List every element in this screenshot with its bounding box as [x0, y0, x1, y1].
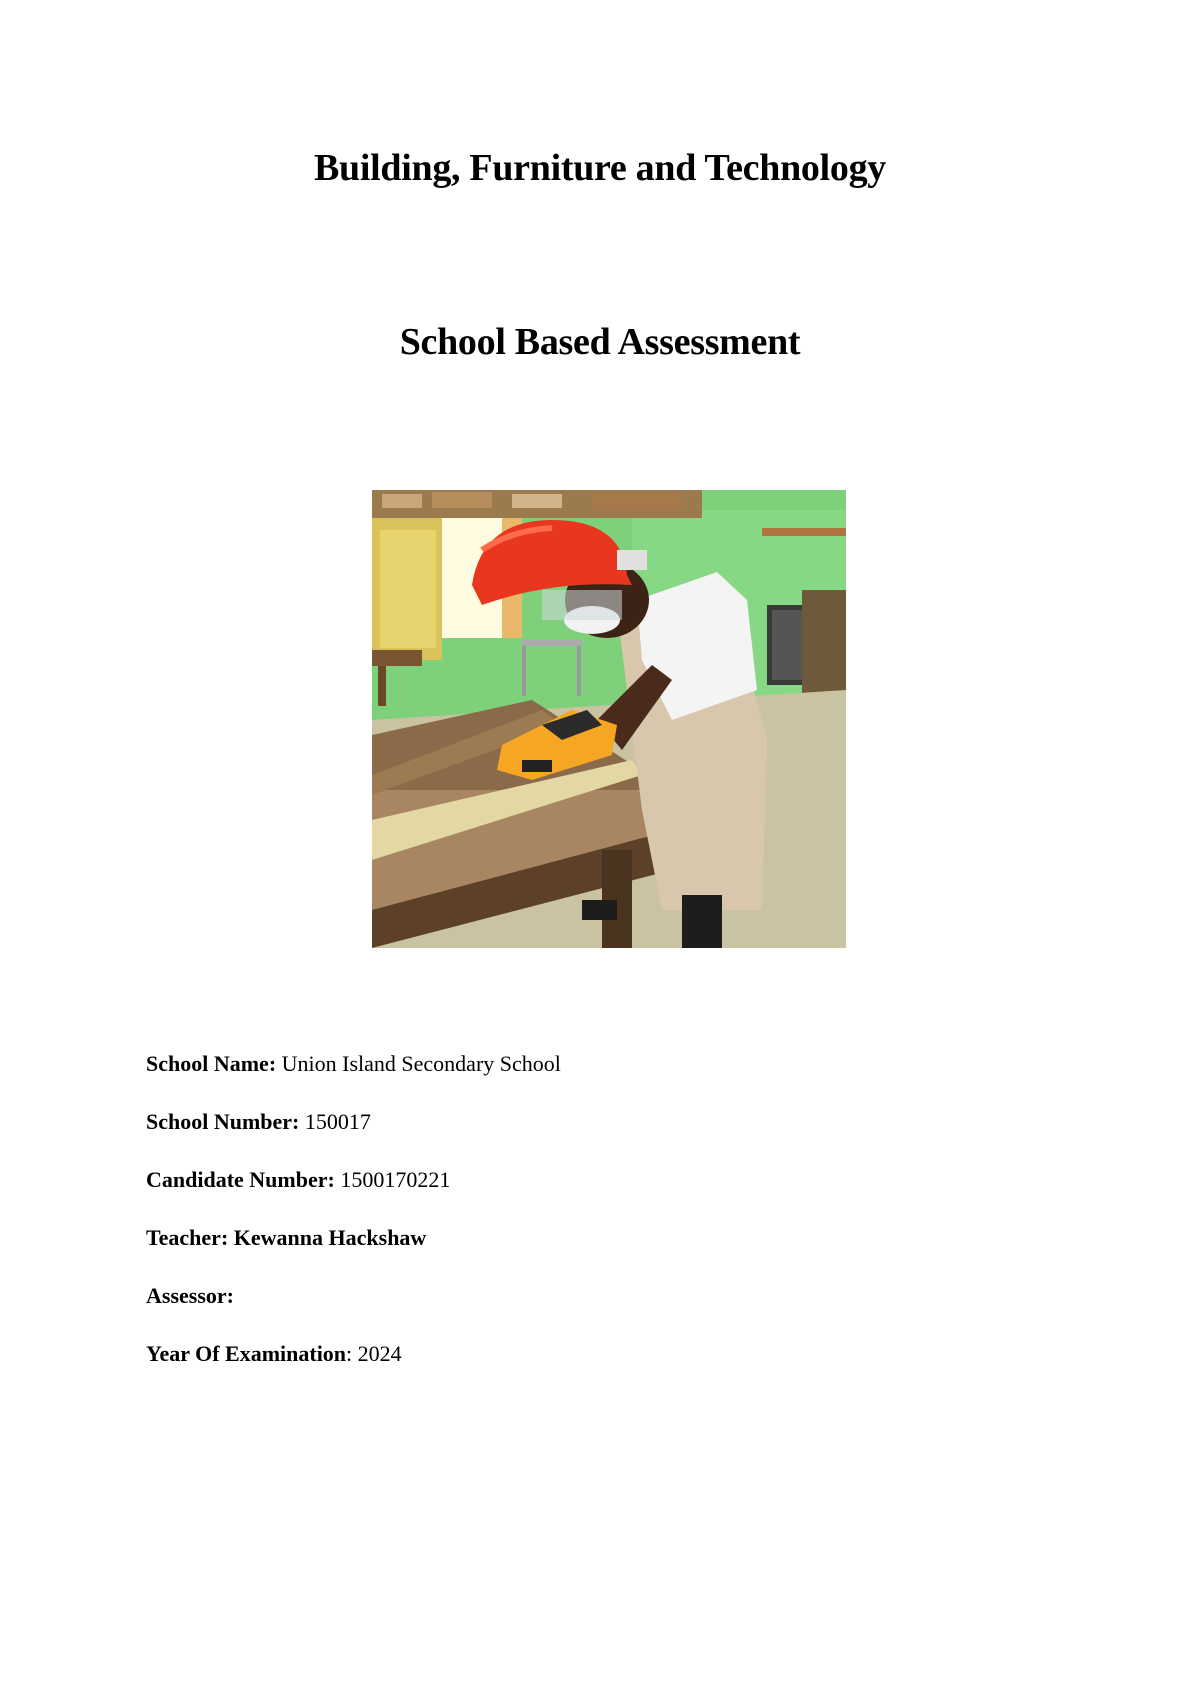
- school-number-value: 150017: [304, 1109, 371, 1134]
- assessor-row: [146, 1282, 1046, 1310]
- teacher-value: Kewanna Hackshaw: [233, 1225, 427, 1250]
- candidate-info: [146, 1050, 1046, 1398]
- candidate-number-value: 1500170221: [340, 1167, 451, 1192]
- teacher-row: [146, 1224, 1046, 1252]
- candidate-number-label: Candidate Number:: [146, 1167, 335, 1192]
- teacher-label: Teacher:: [146, 1225, 229, 1250]
- year-label: Year Of Examination: [146, 1341, 347, 1366]
- cover-photo: [372, 490, 846, 948]
- year-separator: :: [346, 1341, 353, 1366]
- year-row: [146, 1340, 1046, 1368]
- assessor-label: Assessor:: [146, 1283, 234, 1308]
- document-subtitle: School Based Assessment: [399, 321, 801, 363]
- workshop-photo-illustration: [372, 490, 846, 948]
- candidate-number-row: [146, 1166, 1046, 1194]
- year-value: 2024: [357, 1341, 402, 1366]
- document-title: Building, Furniture and Technology: [314, 147, 886, 189]
- school-name-value: Union Island Secondary School: [281, 1051, 561, 1076]
- school-number-row: [146, 1108, 1046, 1136]
- school-name-label: School Name:: [146, 1051, 277, 1076]
- school-name-row: [146, 1050, 1046, 1078]
- school-number-label: School Number:: [146, 1109, 300, 1134]
